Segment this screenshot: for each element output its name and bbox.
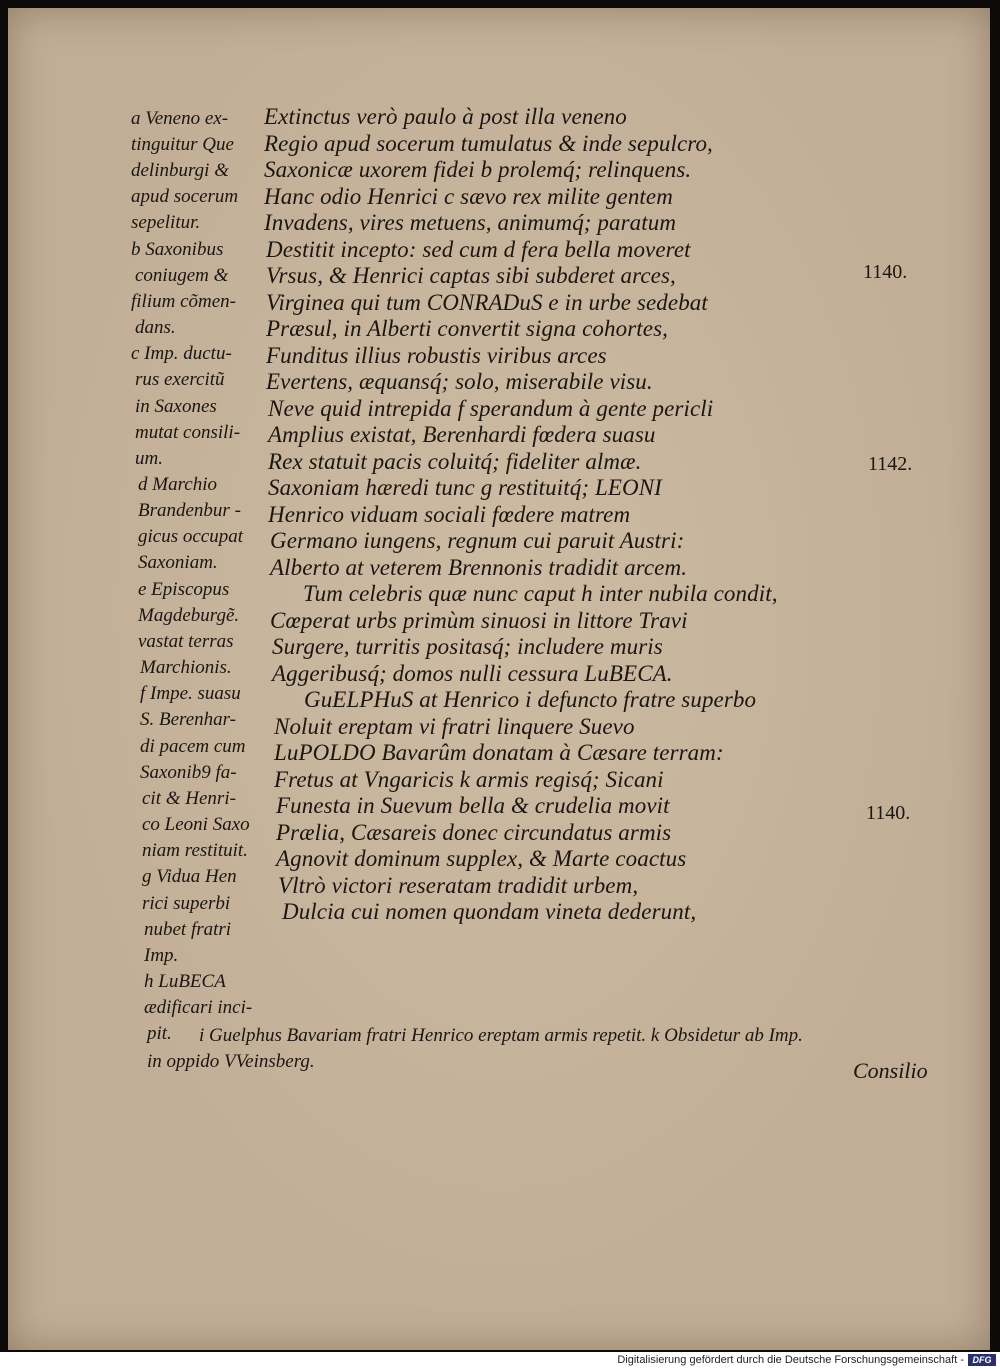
margin-note: e Episcopus bbox=[138, 579, 230, 600]
footnote-line: in oppido VVeinsberg. bbox=[147, 1051, 315, 1072]
margin-note: Brandenbur - bbox=[138, 500, 241, 521]
verse-line: Fretus at Vngaricis k armis regisq́; Sicani bbox=[274, 767, 664, 792]
verse-line: Vrsus, & Henrici captas sibi subderet arces, bbox=[266, 263, 676, 288]
verse-line: Dulcia cui nomen quondam vineta dederunt, bbox=[282, 899, 697, 924]
verse-line: Extinctus verò paulo à post illa veneno bbox=[264, 104, 627, 129]
verse-line: Regio apud socerum tumulatus & inde sepulcro, bbox=[264, 131, 713, 156]
verse-line: Prælia, Cæsareis donec circundatus armis bbox=[276, 820, 672, 845]
margin-note: niam restituit. bbox=[142, 840, 248, 861]
verse-line: Germano iungens, regnum cui paruit Austri: bbox=[270, 528, 685, 553]
margin-note: Marchionis. bbox=[140, 657, 232, 678]
verse-line: Præsul, in Alberti convertit signa cohortes, bbox=[266, 316, 668, 341]
margin-note: sepelitur. bbox=[131, 212, 201, 233]
verse-line: Virginea qui tum CONRADuS e in urbe sedebat bbox=[266, 290, 708, 315]
dfg-logo-icon: DFG bbox=[968, 1354, 996, 1366]
margin-note: ædificari inci- bbox=[144, 997, 253, 1018]
verse-line: Funditus illius robustis viribus arces bbox=[266, 343, 607, 368]
funding-notice: Digitalisierung gefördert durch die Deutsche Forschungsgemeinschaft - bbox=[617, 1354, 964, 1366]
margin-note: apud socerum bbox=[131, 186, 239, 207]
margin-note: Imp. bbox=[144, 945, 179, 966]
verse-line: Amplius existat, Berenhardi fœdera suasu bbox=[268, 422, 656, 447]
margin-note: Saxoniam. bbox=[138, 552, 218, 573]
year-marker: 1140. bbox=[863, 261, 908, 283]
verse-line: Henrico viduam sociali fœdere matrem bbox=[268, 502, 631, 527]
margin-note: gicus occupat bbox=[138, 526, 244, 547]
margin-note: vastat terras bbox=[138, 631, 234, 652]
margin-note: filium cõmen- bbox=[131, 291, 237, 312]
verse-line: Rex statuit pacis coluitq́; fideliter almæ. bbox=[268, 449, 642, 474]
margin-note: Magdeburgẽ. bbox=[138, 605, 240, 626]
margin-note: c Imp. ductu- bbox=[131, 343, 232, 364]
margin-note: f Impe. suasu bbox=[140, 683, 241, 704]
verse-line: Saxoniam hæredi tunc g restituitq́; LEONI bbox=[268, 475, 662, 500]
margin-note: um. bbox=[135, 448, 163, 469]
verse-line: Neve quid intrepida f sperandum à gente pericli bbox=[268, 396, 714, 421]
footnote-line: i Guelphus Bavariam fratri Henrico ereptam armis repetit. k Obsidetur ab Imp. bbox=[199, 1025, 803, 1046]
verse-line: Evertens, æquansq́; solo, miserabile visu. bbox=[266, 369, 653, 394]
catchword: Consilio bbox=[853, 1058, 928, 1083]
margin-note: tinguitur Que bbox=[131, 134, 234, 155]
margin-note: nubet fratri bbox=[144, 919, 232, 940]
verse-line: Vltrò victori reseratam tradidit urbem, bbox=[278, 873, 639, 898]
margin-note: g Vidua Hen bbox=[142, 866, 237, 887]
verse-line: Funesta in Suevum bella & crudelia movit bbox=[276, 793, 670, 818]
margin-note: di pacem cum bbox=[140, 736, 246, 757]
margin-note: Saxonib9 fa- bbox=[140, 762, 237, 783]
margin-note: rus exercitũ bbox=[135, 369, 225, 390]
margin-note: mutat consili- bbox=[135, 422, 241, 443]
verse-line: Saxonicæ uxorem fidei b prolemq́; relinquens. bbox=[264, 157, 692, 182]
verse-line: Hanc odio Henrici c sævo rex milite gentem bbox=[264, 184, 673, 209]
footer-bar bbox=[0, 1352, 1000, 1369]
margin-note: pit. bbox=[147, 1023, 172, 1044]
verse-line: Invadens, vires metuens, animumq́; paratum bbox=[264, 210, 677, 235]
margin-note: S. Berenhar- bbox=[140, 709, 237, 730]
year-marker: 1142. bbox=[868, 453, 913, 475]
year-marker: 1140. bbox=[866, 802, 911, 824]
verse-line: Tum celebris quæ nunc caput h inter nubila condit, bbox=[303, 581, 778, 606]
margin-note: h LuBECA bbox=[144, 971, 226, 992]
margin-note: in Saxones bbox=[135, 396, 217, 417]
verse-line: Cœperat urbs primùm sinuosi in littore Travi bbox=[270, 608, 688, 633]
verse-line: Noluit ereptam vi fratri linquere Suevo bbox=[274, 714, 635, 739]
verse-line: GuELPHuS at Henrico i defuncto fratre superbo bbox=[304, 687, 757, 712]
margin-note: dans. bbox=[135, 317, 176, 338]
verse-line: Destitit incepto: sed cum d fera bella moveret bbox=[266, 237, 691, 262]
margin-note: cit & Henri- bbox=[142, 788, 236, 809]
verse-line: LuPOLDO Bavarûm donatam à Cæsare terram: bbox=[274, 740, 724, 765]
margin-note: rici superbi bbox=[142, 893, 231, 914]
margin-note: b Saxonibus bbox=[131, 239, 224, 260]
margin-note: delinburgi & bbox=[131, 160, 229, 181]
verse-line: Alberto at veterem Brennonis tradidit arcem. bbox=[270, 555, 688, 580]
verse-line: Agnovit dominum supplex, & Marte coactus bbox=[276, 846, 687, 871]
margin-note: d Marchio bbox=[138, 474, 217, 495]
margin-note: coniugem & bbox=[135, 265, 229, 286]
verse-line: Surgere, turritis positasq́; includere muris bbox=[272, 634, 663, 659]
verse-line: Aggeribusq́; domos nulli cessura LuBECA. bbox=[272, 661, 673, 686]
margin-note: a Veneno ex- bbox=[131, 108, 229, 129]
book-page bbox=[8, 8, 990, 1350]
margin-note: co Leoni Saxo bbox=[142, 814, 250, 835]
